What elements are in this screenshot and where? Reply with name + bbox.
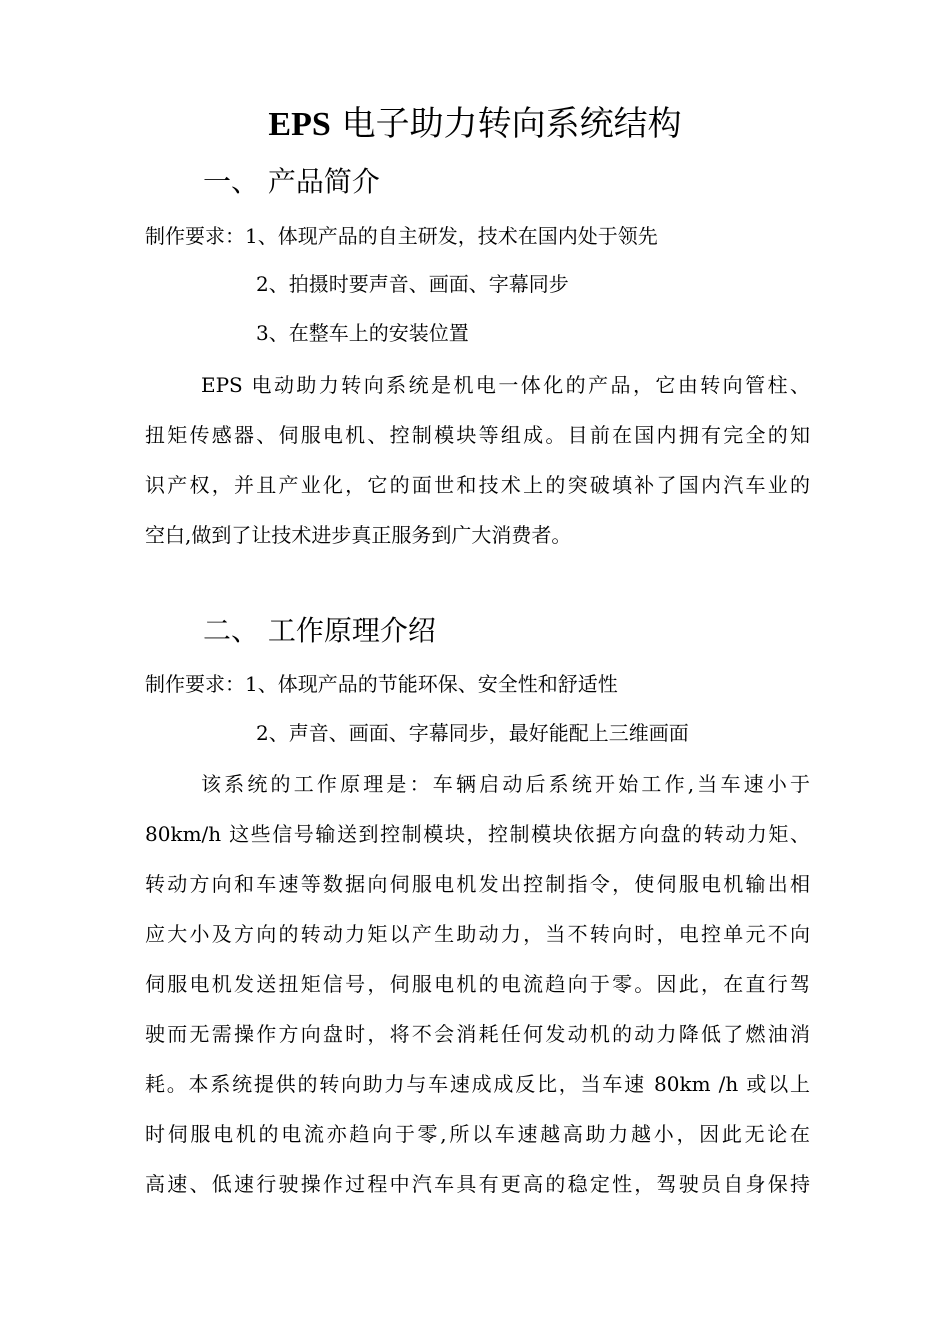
requirement-line: 3、在整车上的安装位置 bbox=[256, 321, 469, 345]
paragraph-line: 高速、低速行驶操作过程中汽车具有更高的稳定性，驾驶员自身保持 bbox=[145, 1172, 810, 1196]
paragraph-line: 应大小及方向的转动力矩以产生助动力，当不转向时，电控单元不向 bbox=[145, 922, 810, 946]
paragraph-line: 该系统的工作原理是：车辆启动后系统开始工作,当车速小于 bbox=[201, 772, 810, 796]
requirement-line: 制作要求：1、体现产品的自主研发，技术在国内处于领先 bbox=[145, 224, 658, 248]
paragraph-line: 时伺服电机的电流亦趋向于零,所以车速越高助力越小，因此无论在 bbox=[145, 1122, 810, 1146]
paragraph-line: 驶而无需操作方向盘时，将不会消耗任何发动机的动力降低了燃油消 bbox=[145, 1022, 810, 1046]
section-heading-working-principle: 二、 工作原理介绍 bbox=[203, 614, 436, 647]
title-latin: EPS bbox=[268, 106, 331, 143]
paragraph-line: 耗。本系统提供的转向助力与车速成成反比，当车速 80km /h 或以上 bbox=[145, 1072, 810, 1096]
paragraph-line: 识产权，并且产业化，它的面世和技术上的突破填补了国内汽车业的 bbox=[145, 473, 810, 497]
document-title bbox=[0, 102, 950, 147]
section-heading-product-intro: 一、 产品简介 bbox=[203, 165, 380, 198]
requirement-line: 2、拍摄时要声音、画面、字幕同步 bbox=[256, 272, 569, 296]
paragraph-line: 转动方向和车速等数据向伺服电机发出控制指令，使伺服电机输出相 bbox=[145, 872, 810, 896]
paragraph-line: 扭矩传感器、伺服电机、控制模块等组成。目前在国内拥有完全的知 bbox=[145, 423, 810, 447]
paragraph-line: EPS 电动助力转向系统是机电一体化的产品，它由转向管柱、 bbox=[201, 373, 810, 397]
requirement-line: 制作要求：1、体现产品的节能环保、安全性和舒适性 bbox=[145, 672, 618, 696]
title-rest: 电子助力转向系统结构 bbox=[330, 104, 682, 144]
paragraph-line: 80km/h 这些信号输送到控制模块，控制模块依据方向盘的转动力矩、 bbox=[145, 822, 810, 846]
requirement-line: 2、声音、画面、字幕同步，最好能配上三维画面 bbox=[256, 721, 689, 745]
paragraph-line: 空白,做到了让技术进步真正服务到广大消费者。 bbox=[145, 523, 572, 547]
paragraph-line: 伺服电机发送扭矩信号，伺服电机的电流趋向于零。因此，在直行驾 bbox=[145, 972, 810, 996]
